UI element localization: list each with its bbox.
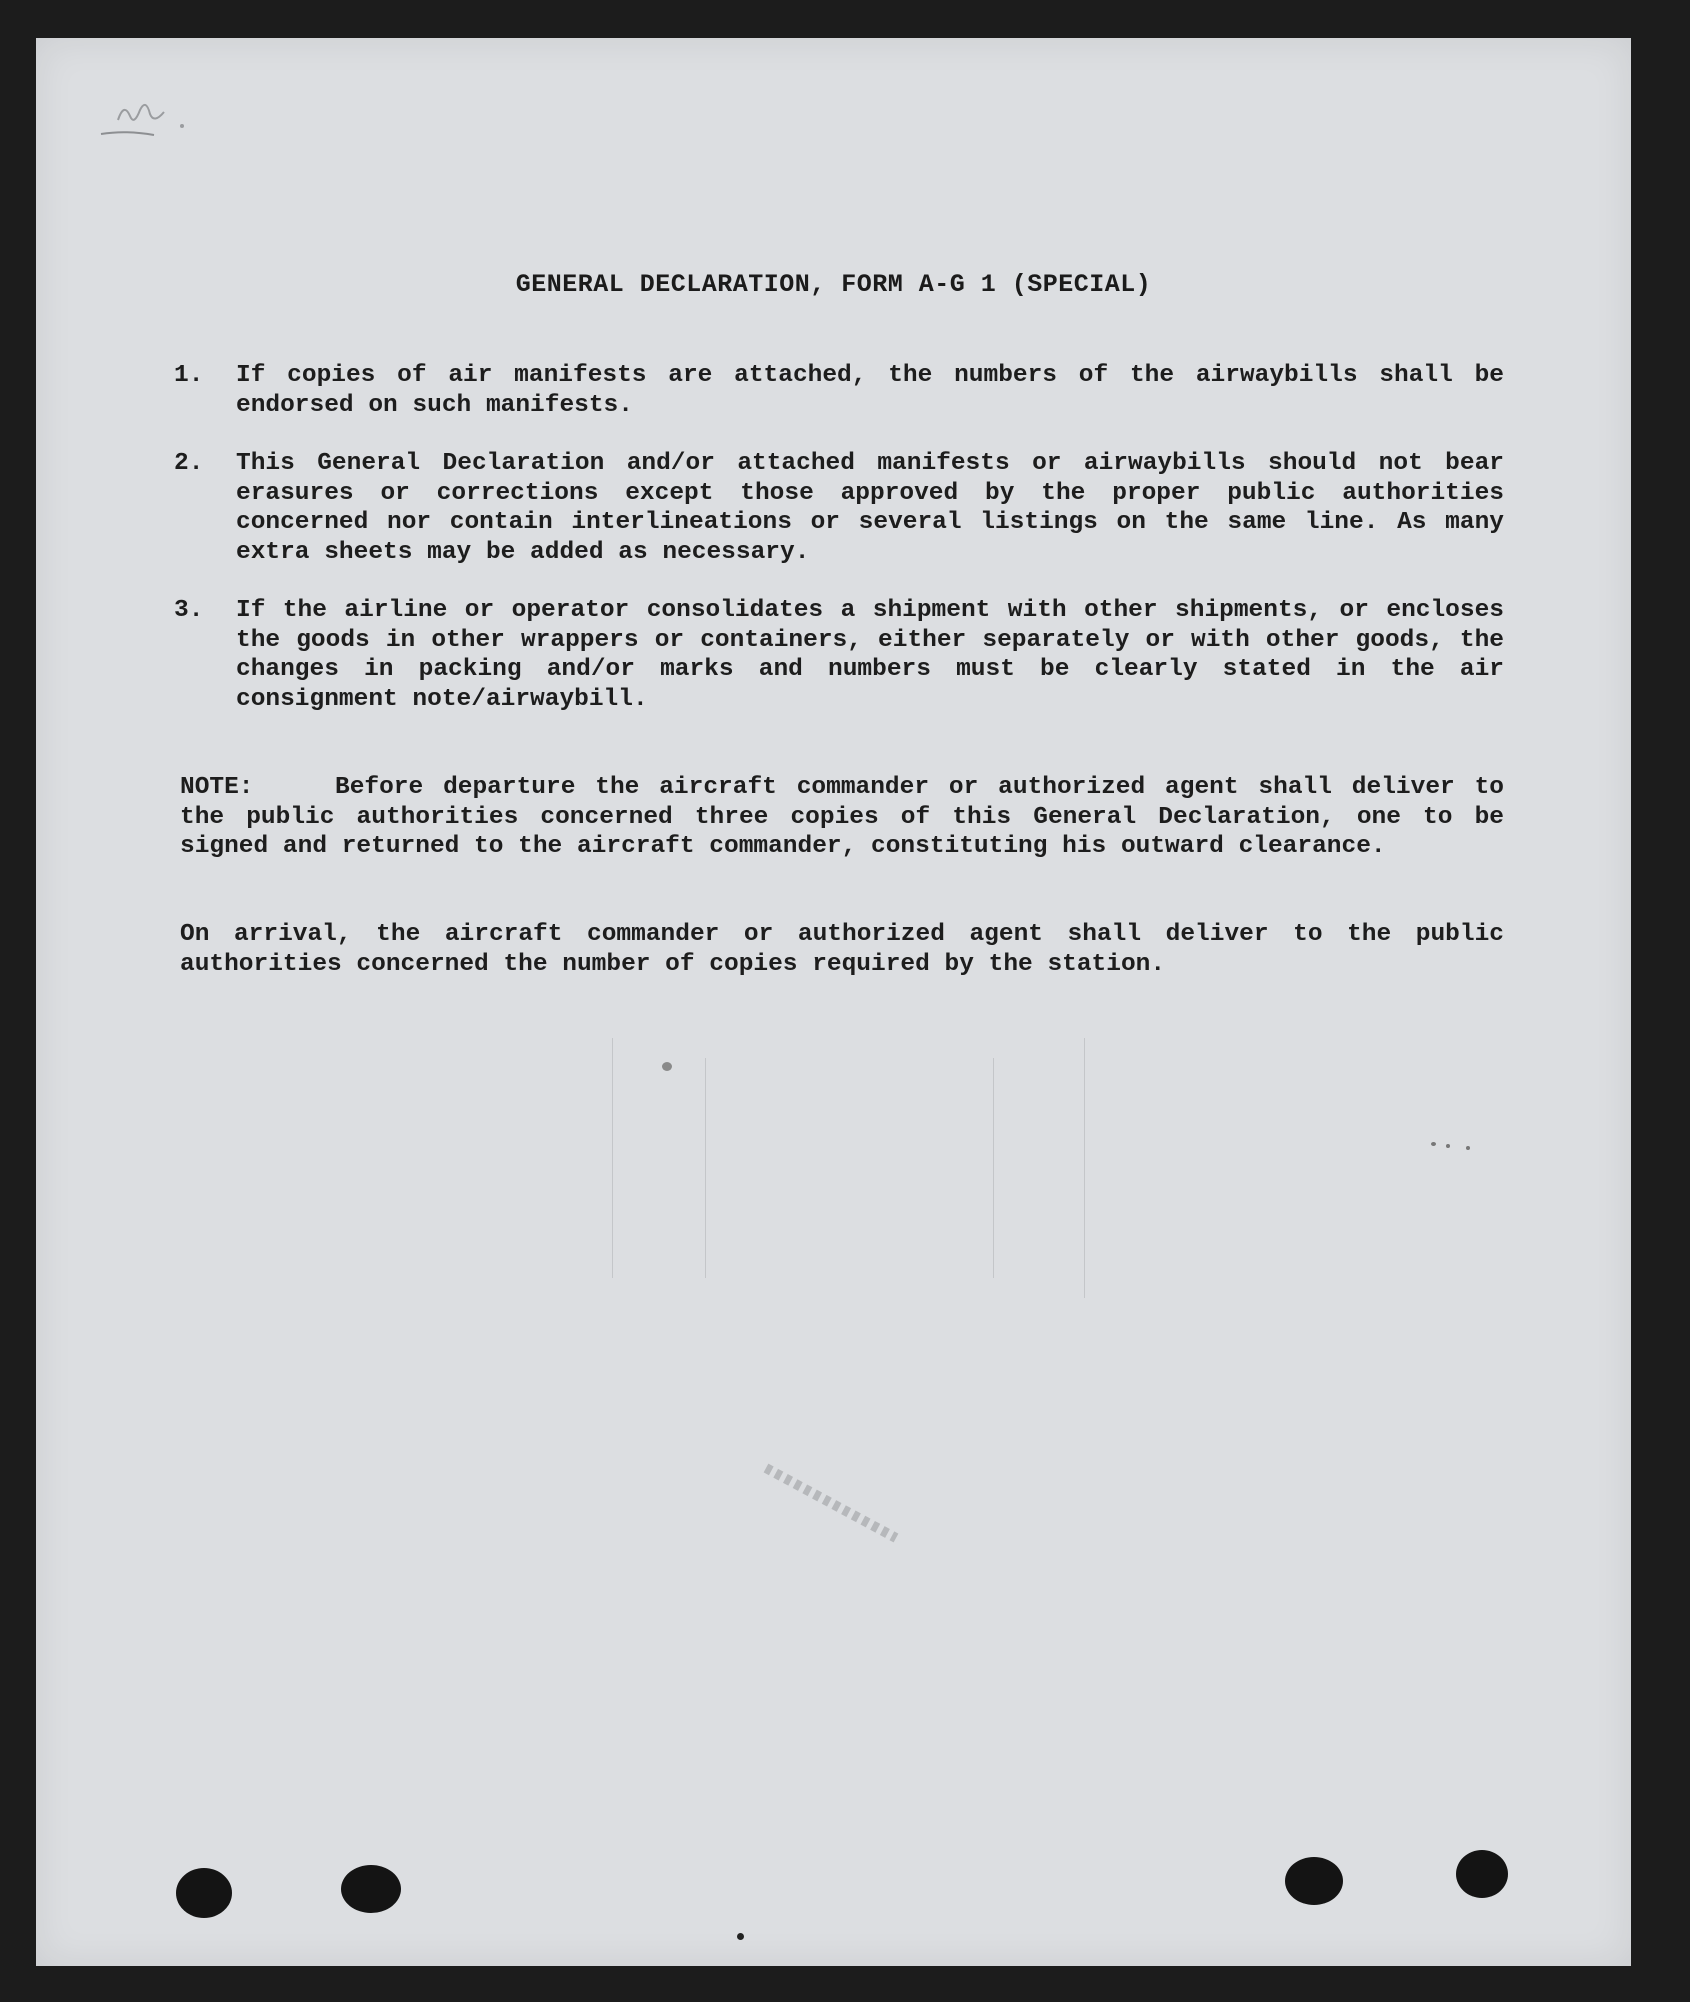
- note-text: Before departure the aircraft commander or authorized agent shall deliver to the public authorities concerned three copies of this General Declaration, one to be signed and returned to the aircraft commander, constituting his outward clearance.: [180, 774, 1504, 860]
- list-item: [174, 449, 1504, 567]
- note-label: NOTE:: [180, 774, 254, 801]
- paper-speck: [737, 1933, 744, 1940]
- bleed-through-line: [993, 1058, 994, 1278]
- faded-stamp: [756, 1448, 916, 1558]
- paper-speck: [1446, 1144, 1450, 1148]
- bleed-through-line: [705, 1058, 706, 1278]
- list-item: [174, 596, 1504, 714]
- paper-speck: [1466, 1146, 1470, 1150]
- item-text: If copies of air manifests are attached, the numbers of the airwaybills shall be endorsed on such manifests.: [236, 362, 1504, 419]
- document-title: GENERAL DECLARATION, FORM A-G 1 (SPECIAL): [515, 270, 1152, 299]
- item-number: 3.: [174, 597, 204, 624]
- bleed-through-line: [1084, 1038, 1085, 1298]
- punch-hole: [176, 1868, 232, 1918]
- bleed-through-line: [612, 1038, 613, 1278]
- item-text: If the airline or operator consolidates a shipment with other shipments, or encloses the goods in other wrappers or containers, either separately or with other goods, the changes in packing and/or marks and numbers must be clearly stated in the air consignment note/airwaybill.: [236, 597, 1504, 713]
- punch-hole: [1456, 1850, 1508, 1898]
- arrival-paragraph: On arrival, the aircraft commander or authorized agent shall deliver to the public authorities concerned the number of copies required by the station.: [180, 921, 1504, 978]
- item-text: This General Declaration and/or attached manifests or airwaybills should not bear erasures or corrections except those approved by the proper public authorities concerned nor contain interlineations or several listings on the same line. As many extra sheets may be added as necessary.: [236, 450, 1504, 566]
- paper-speck: [662, 1062, 672, 1071]
- document-page: [36, 38, 1631, 1966]
- punch-hole: [1285, 1857, 1343, 1905]
- paper-speck: [1431, 1142, 1436, 1146]
- note-paragraph: [180, 773, 1504, 862]
- item-number: 1.: [174, 362, 204, 389]
- list-item: [174, 361, 1504, 420]
- item-number: 2.: [174, 450, 204, 477]
- punch-hole: [341, 1865, 401, 1913]
- handwritten-mark: [96, 90, 206, 140]
